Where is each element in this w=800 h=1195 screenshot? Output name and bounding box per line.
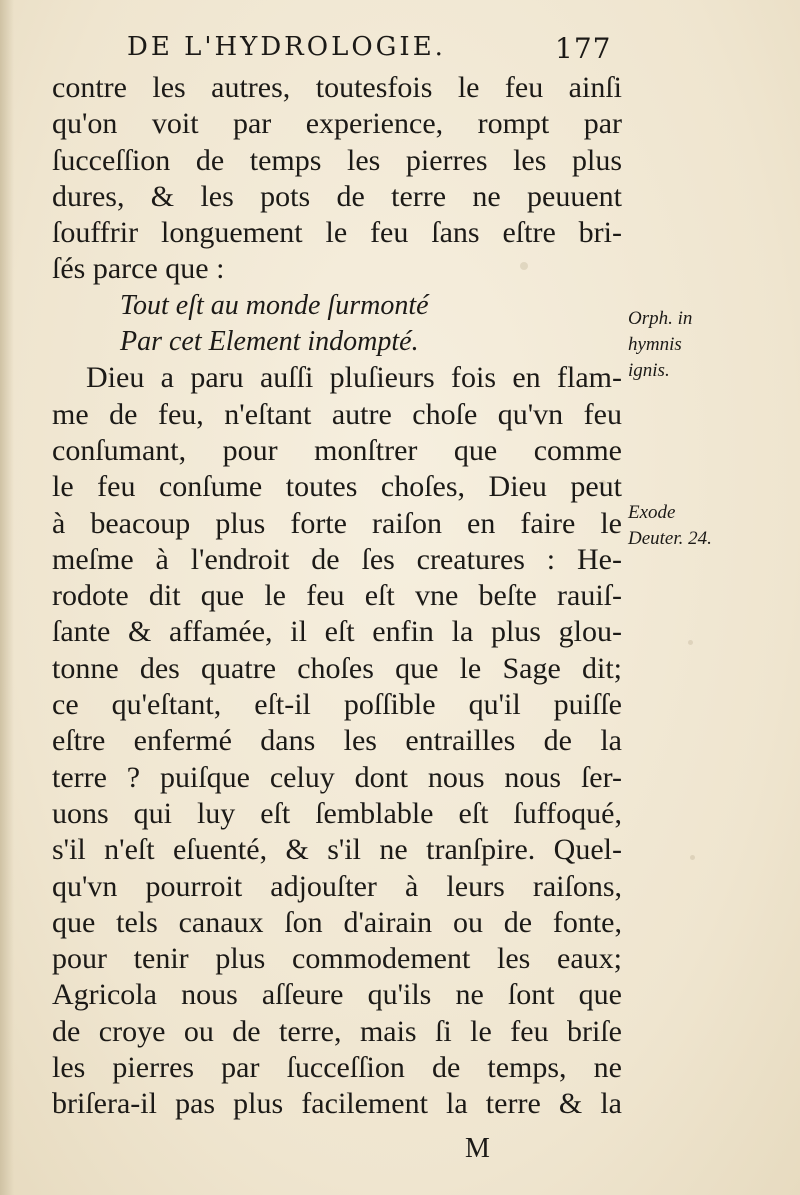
page-number: 177 xyxy=(555,32,612,65)
text-line: que tels canaux ſon d'airain ou de fonte, xyxy=(52,905,622,939)
page-header xyxy=(0,28,800,68)
text-line: rodote dit que le feu eſt vne beſte rauiſ- xyxy=(52,579,622,613)
text-line: ſante & affamée, il eſt enfin la plus glou- xyxy=(52,615,622,649)
text-line: meſme à l'endroit de ſes creatures : He- xyxy=(52,542,622,576)
paragraph-start-line: Dieu a paru auſſi pluſieurs fois en flam- xyxy=(86,361,622,395)
text-line: eſtre enfermé dans les entrailles de la xyxy=(52,724,622,758)
text-line: me de feu, n'eſtant autre choſe qu'vn feu xyxy=(52,397,622,431)
margin-note-exodus xyxy=(628,500,712,552)
main-text-block xyxy=(52,70,622,1123)
text-line: s'il n'eſt eſuenté, & s'il ne tranſpire. Quel- xyxy=(52,833,622,867)
margin-note-line: Deuter. 24. xyxy=(628,528,712,549)
text-line: contre les autres, toutesfois le feu ainſi xyxy=(52,71,622,104)
running-head: DE L'HYDROLOGIE. xyxy=(127,32,446,62)
text-line: dures, & les pots de terre ne peuuent xyxy=(52,179,622,213)
text-line: conſumant, pour monſtrer que comme xyxy=(52,433,622,467)
text-line: les pierres par ſucceſſion de temps, ne xyxy=(52,1051,622,1085)
text-line: ce qu'eſtant, eſt-il poſſible qu'il puiſſe xyxy=(52,688,622,722)
text-line: à beacoup plus forte raiſon en faire le xyxy=(52,506,622,540)
verse-line: Tout eſt au monde ſurmonté xyxy=(120,289,429,321)
text-line: pour tenir plus commodement les eaux; xyxy=(52,942,622,976)
text-line: Agricola nous aſſeure qu'ils ne ſont que xyxy=(52,978,622,1012)
text-line: de croye ou de terre, mais ſi le feu briſe xyxy=(52,1014,622,1048)
text-line: ſés parce que : xyxy=(52,252,225,286)
margin-note-line: hymnis xyxy=(628,334,682,355)
text-line: uons qui luy eſt ſemblable eſt ſuffoqué, xyxy=(52,796,622,830)
margin-note-line: Orph. in xyxy=(628,308,693,329)
text-line: tonne des quatre choſes que le Sage dit; xyxy=(52,651,622,685)
margin-note-line: Exode xyxy=(628,502,676,523)
paper-foxing-spot xyxy=(688,640,693,645)
margin-note-line: ignis. xyxy=(628,360,670,381)
text-line: le feu conſume toutes choſes, Dieu peut xyxy=(52,470,622,504)
signature-mark: M xyxy=(465,1133,490,1164)
text-line: terre ? puiſque celuy dont nous nous ſer- xyxy=(52,760,622,794)
verse-line: Par cet Element indompté. xyxy=(120,326,419,358)
paper-foxing-spot xyxy=(690,855,695,860)
text-line: briſera-il pas plus facilement la terre & la xyxy=(52,1087,622,1121)
page-gutter-shadow xyxy=(0,0,14,1195)
margin-note-orpheus xyxy=(628,306,692,384)
text-line: qu'vn pourroit adjouſter à leurs raiſons, xyxy=(52,869,622,903)
text-line: qu'on voit par experience, rompt par xyxy=(52,107,622,141)
text-line: ſucceſſion de temps les pierres les plus xyxy=(52,143,622,177)
text-line: ſouffrir longuement le feu ſans eſtre bri- xyxy=(52,216,622,250)
